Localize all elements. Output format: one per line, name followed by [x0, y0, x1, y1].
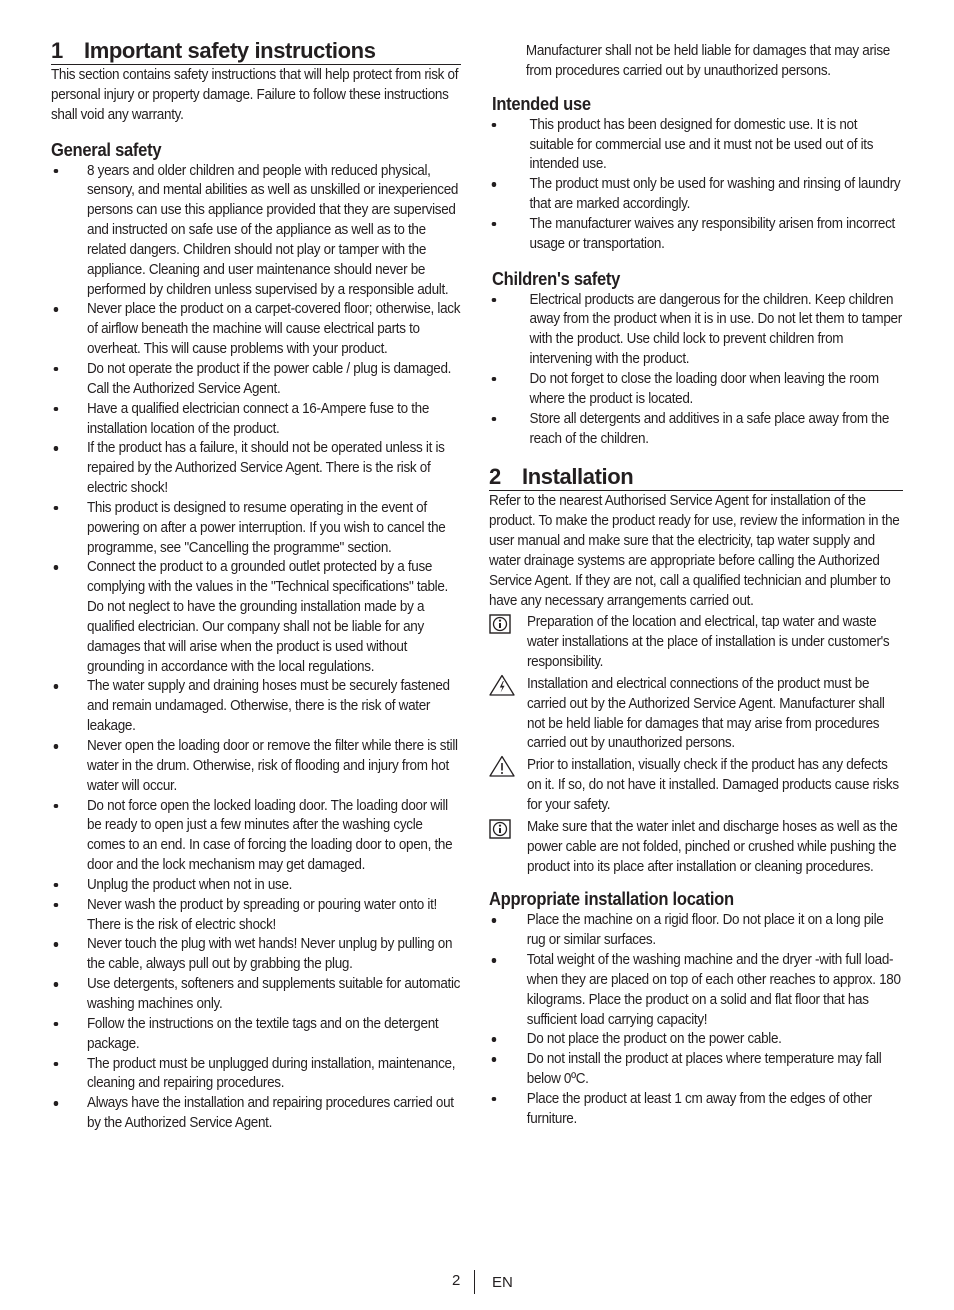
intended-use-heading: Intended use	[492, 93, 591, 114]
installation-note-text: Prior to installation, visually check if the product has any defects on it. If so, do not have it installed. Damaged products cause risks for your safety.	[527, 756, 899, 813]
left-column	[51, 0, 461, 1133]
warning-icon	[489, 755, 513, 777]
installation-note-text: Preparation of the location and electrical, tap water and waste water installations at the place of installation is under customer's responsibility.	[527, 613, 890, 671]
list-item	[51, 1014, 461, 1054]
list-item	[51, 676, 461, 736]
section-1-title	[51, 38, 461, 65]
bullet-icon	[54, 942, 58, 947]
installation-note	[489, 612, 903, 672]
list-item	[489, 214, 903, 254]
bullet-icon	[54, 1101, 58, 1106]
list-item-text: Always have the installation and repairing procedures carried out by the Authorized Service Agent.	[87, 1094, 454, 1132]
list-item-text: Do not force open the locked loading door. The loading door will be ready to open just a few minutes after the washing cycle comes to an end. In case of forcing the loading door to open, the door and the lock mechanism may get damaged.	[87, 796, 453, 874]
list-item-text: Do not place the product on the power cable.	[526, 1030, 782, 1048]
continuation-text: Manufacturer shall not be held liable for damages that may arise from procedures carried out by unauthorized persons.	[525, 42, 890, 79]
bullet-icon	[492, 222, 496, 227]
childrens-safety-list	[489, 290, 903, 449]
list-item	[489, 174, 903, 214]
electric-warning-icon	[489, 674, 513, 696]
bullet-icon	[54, 1022, 58, 1027]
list-item-text: The product must be unplugged during installation, maintenance, cleaning and repairing procedures.	[87, 1054, 456, 1092]
section-1-intro: This section contains safety instructions that will help protect from risk of personal injury or property damage. Failure to follow these instructions shall void any warranty.	[51, 66, 459, 123]
installation-note	[489, 755, 903, 815]
right-column	[489, 0, 903, 1129]
installation-notes	[489, 612, 903, 876]
intended-use-list	[489, 115, 903, 254]
list-item-text: The manufacturer waives any responsibility arisen from incorrect usage or transportation.	[529, 214, 895, 252]
bullet-icon	[492, 417, 496, 422]
bullet-icon	[54, 744, 58, 749]
bullet-icon	[492, 123, 496, 128]
list-item-text: Electrical products are dangerous for the children. Keep children away from the product when it is in use. Do not let them to tamper with the product. Use child lock to prevent children from intervening with the product.	[529, 290, 902, 368]
bullet-icon	[54, 307, 58, 312]
childrens-safety-heading: Children's safety	[492, 268, 621, 289]
list-item	[489, 1029, 903, 1049]
bullet-icon	[492, 1057, 496, 1062]
list-item-text: 8 years and older children and people with reduced physical, sensory, and mental abilities as well as unskilled or inexperienced persons can use this appliance provided that they are supervised and instructed on safe use of the appliance as well as to the related dangers. Children should not play or tamper with the appliance. Cleaning and user maintenance should never be performed by children unless supervised by a responsible adult.	[87, 161, 459, 298]
list-item-text: Never place the product on a carpet-covered floor; otherwise, lack of airflow beneath the machine will cause electrical parts to overheat. This will cause problems with your product.	[87, 300, 461, 358]
bullet-icon	[54, 684, 58, 689]
list-item	[51, 895, 461, 935]
language-code: EN	[492, 1274, 513, 1291]
list-item-text: The water supply and draining hoses must be securely fastened and remain undamaged. Otherwise, there is the risk of water leakage.	[87, 677, 450, 735]
list-item	[489, 409, 903, 449]
list-item	[51, 438, 461, 498]
list-item-text: This product is designed to resume operating in the event of powering on after a power interruption. If you wish to cancel the programme, see "Cancelling the programme" section.	[87, 498, 446, 556]
bullet-icon	[54, 446, 58, 451]
list-item-text: Use detergents, softeners and supplements suitable for automatic washing machines only.	[87, 975, 461, 1012]
list-item-text: This product has been designed for domestic use. It is not suitable for commercial use and it must not be used out of its intended use.	[529, 115, 874, 173]
bullet-icon	[54, 903, 58, 908]
list-item-text: The product must only be used for washing and rinsing of laundry that are marked accordingly.	[529, 175, 901, 213]
list-item	[51, 161, 461, 300]
bullet-icon	[492, 1097, 496, 1102]
list-item	[51, 359, 461, 399]
section-2-number: 2	[489, 464, 501, 490]
list-item	[51, 875, 461, 895]
list-item-text: Do not forget to close the loading door when leaving the room where the product is located.	[529, 369, 879, 407]
list-item	[51, 498, 461, 558]
list-item-text: Place the product at least 1 cm away from the edges of other furniture.	[526, 1089, 872, 1127]
bullet-icon	[492, 958, 496, 963]
installation-note	[489, 817, 903, 877]
list-item-text: Total weight of the washing machine and the dryer -with full load- when they are placed on top of each other reaches to approx. 180 kilograms. Place the product on a solid and flat floor that has sufficient load carrying capacity!	[526, 951, 901, 1028]
list-item-text: Connect the product to a grounded outlet protected by a fuse complying with the values in the "Technical specifications" table. Do not neglect to have the grounding installation made by a qualified electrician. Our company shall not be liable for any damages that will arise when the product is used without grounding in accordance with the local regulations.	[87, 558, 448, 675]
bullet-icon	[492, 377, 496, 382]
bullet-icon	[492, 182, 496, 187]
footer-divider	[474, 1270, 475, 1294]
list-item-text: Never wash the product by spreading or pouring water onto it! There is the risk of electric shock!	[87, 895, 438, 933]
installation-location-heading: Appropriate installation location	[489, 889, 734, 910]
installation-note-text: Make sure that the water inlet and discharge hoses as well as the power cable are not folded, pinched or crushed while pushing the product into its place after installation or cleaning procedures.	[527, 817, 898, 875]
section-1-number: 1	[51, 38, 63, 63]
list-item	[489, 115, 903, 175]
bullet-icon	[54, 367, 58, 372]
list-item	[489, 1049, 903, 1089]
section-1-title-text: Important safety instructions	[84, 38, 376, 63]
bullet-icon	[492, 1037, 496, 1042]
general-safety-list	[51, 161, 461, 1133]
bullet-icon	[54, 506, 58, 511]
list-item	[51, 796, 461, 875]
list-item	[489, 290, 903, 369]
list-item-text: Unplug the product when not in use.	[87, 875, 293, 893]
section-2-intro: Refer to the nearest Authorised Service Agent for installation of the product. To make the product ready for use, review the information in the user manual and make sure that the electricity, tap water supply and water drainage systems are appropriate before calling the Authorized Service Agent. If they are not, call a qualified technician and plumber to have any necessary arrangements carried out.	[489, 492, 900, 609]
list-item	[51, 1093, 461, 1133]
bullet-icon	[54, 804, 58, 809]
info-icon	[489, 614, 513, 636]
list-item-text: Follow the instructions on the textile tags and on the detergent package.	[87, 1014, 439, 1052]
list-item-text: Do not operate the product if the power cable / plug is damaged. Call the Authorized Service Agent.	[87, 359, 452, 397]
list-item	[51, 557, 461, 676]
list-item	[51, 736, 461, 796]
list-item	[51, 399, 461, 439]
bullet-icon	[54, 883, 58, 888]
list-item	[51, 1054, 461, 1094]
bullet-icon	[54, 407, 58, 412]
page-number: 2	[452, 1272, 461, 1289]
list-item	[51, 299, 461, 359]
section-2-title-text: Installation	[522, 464, 634, 490]
list-item-text: Never open the loading door or remove the filter while there is still water in the drum. Otherwise, risk of flooding and injury from hot water will occur.	[87, 737, 458, 794]
bullet-icon	[54, 169, 58, 174]
list-item-text: Store all detergents and additives in a safe place away from the reach of the children.	[529, 409, 890, 447]
installation-note-text: Installation and electrical connections of the product must be carried out by the Authorized Service Agent. Manufacturer shall not be held liable for damages that may arise from procedures carried out by unauthorized persons.	[527, 674, 885, 752]
bullet-icon	[492, 298, 496, 303]
list-item	[51, 974, 461, 1014]
bullet-icon	[54, 1062, 58, 1067]
info-icon	[489, 819, 513, 841]
page-footer	[0, 1270, 954, 1294]
section-2-title	[489, 464, 903, 491]
list-item	[489, 950, 903, 1029]
list-item	[489, 910, 903, 950]
list-item	[489, 369, 903, 409]
list-item	[489, 1089, 903, 1129]
list-item-text: If the product has a failure, it should not be operated unless it is repaired by the Authorized Service Agent. There is the risk of electric shock!	[87, 439, 445, 497]
list-item-text: Never touch the plug with wet hands! Never unplug by pulling on the cable, always pull out by grabbing the plug.	[87, 935, 453, 973]
installation-location-list	[489, 910, 903, 1128]
bullet-icon	[54, 982, 58, 987]
list-item-text: Do not install the product at places where temperature may fall below 0ºC.	[526, 1050, 882, 1088]
list-item-text: Have a qualified electrician connect a 16-Ampere fuse to the installation location of the product.	[87, 399, 430, 437]
bullet-icon	[492, 918, 496, 923]
list-item	[51, 934, 461, 974]
installation-note	[489, 674, 903, 753]
general-safety-heading: General safety	[51, 139, 162, 160]
bullet-icon	[54, 565, 58, 570]
list-item-text: Place the machine on a rigid floor. Do not place it on a long pile rug or similar surfaces.	[526, 911, 884, 949]
